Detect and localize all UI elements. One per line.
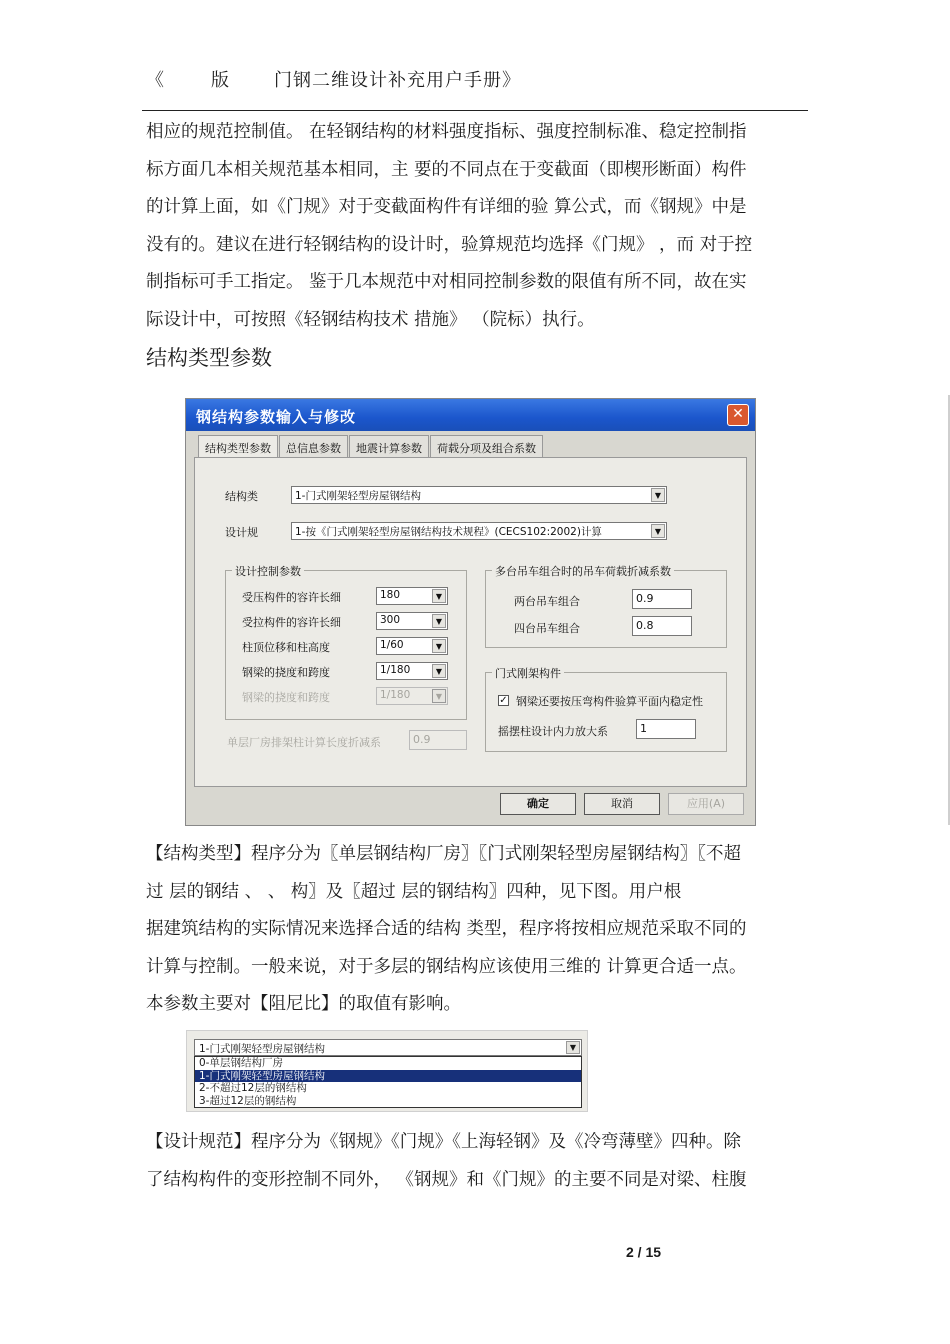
- dropdown-select[interactable]: [194, 1039, 582, 1056]
- dialog-title: 钢结构参数输入与修改: [186, 399, 755, 431]
- chevron-down-icon[interactable]: ▼: [432, 639, 446, 653]
- bent-factor-input: 0.9: [409, 730, 467, 750]
- apply-button[interactable]: 应用(A): [668, 793, 744, 815]
- beam-deflection-disabled-label: 钢梁的挠度和跨度: [242, 691, 330, 704]
- crane-combination-group: [485, 565, 727, 648]
- section-heading: 结构类型参数: [146, 346, 272, 370]
- design-code-select[interactable]: [291, 522, 667, 540]
- chevron-down-icon[interactable]: ▼: [432, 589, 446, 603]
- structure-type-select[interactable]: [291, 486, 667, 504]
- beam-deflection-select[interactable]: [376, 662, 448, 680]
- compression-slenderness-label: 受压构件的容许长细: [242, 591, 341, 604]
- select-value: 300: [380, 614, 401, 626]
- text-line: 据建筑结构的实际情况来选择合适的结构 类型，程序将按相应规范采取不同的: [146, 919, 747, 939]
- compression-slenderness-select[interactable]: [376, 587, 448, 605]
- header-part-2: 版: [211, 70, 230, 91]
- tension-slenderness-label: 受拉构件的容许长细: [242, 616, 341, 629]
- chevron-down-icon[interactable]: ▼: [432, 664, 446, 678]
- text-line: 【结构类型】程序分为〖单层钢结构厂房〗〖门式刚架轻型房屋钢结构〗〖不超: [146, 844, 741, 864]
- group-title: 门式刚架构件: [492, 665, 564, 681]
- beam-stability-label: 钢梁还要按压弯构件验算平面内稳定性: [516, 695, 703, 708]
- column-drift-select[interactable]: [376, 637, 448, 655]
- dropdown-option[interactable]: 0-单层钢结构厂房: [199, 1057, 283, 1069]
- tab-load-factors[interactable]: 荷载分项及组合系数: [430, 435, 543, 457]
- design-code-label: 设计规: [225, 526, 258, 539]
- tab-structure-type[interactable]: 结构类型参数: [198, 435, 278, 459]
- header-part-1: 《: [146, 70, 165, 91]
- structure-type-value: 1-门式刚架轻型房屋钢结构: [295, 490, 421, 502]
- text-line: 了结构构件的变形控制不同外， 《钢规》和《门规》的主要不同是对梁、柱腹: [146, 1169, 747, 1190]
- cancel-button[interactable]: 取消: [584, 793, 660, 815]
- chevron-down-icon[interactable]: ▼: [651, 488, 665, 502]
- crane-four-label: 四台吊车组合: [514, 622, 580, 635]
- header-part-3: 门钢二维设计补充用户手册》: [274, 70, 521, 91]
- beam-deflection-label: 钢梁的挠度和跨度: [242, 666, 330, 679]
- structure-type-label: 结构类: [225, 490, 258, 503]
- paragraph-1: [146, 114, 810, 339]
- dropdown-option[interactable]: 3-超过12层的钢结构: [199, 1094, 297, 1107]
- design-control-group: [225, 565, 467, 720]
- dropdown-option[interactable]: 2-不超过12层的钢结构: [199, 1082, 307, 1094]
- tab-panel: [194, 457, 747, 787]
- chevron-down-icon: ▼: [432, 689, 446, 703]
- swing-column-label: 摇摆柱设计内力放大系: [498, 725, 608, 738]
- text-line: 过 层的钢结 、 、 构〗及〖超过 层的钢结构〗四种，见下图。用户根: [146, 881, 682, 902]
- select-value: 180: [380, 589, 401, 601]
- bent-factor-label: 单层厂房排架柱计算长度折减系: [227, 736, 381, 749]
- beam-deflection-disabled-select: [376, 687, 448, 705]
- header-rule: [142, 110, 808, 111]
- text-line: 的计算上面，如《门规》对于变截面构件有详细的验 算公式，而《钢规》中是: [146, 197, 747, 217]
- page-number: 2 / 15: [626, 1244, 662, 1260]
- running-header: [146, 66, 521, 92]
- group-title: 多台吊车组合时的吊车荷载折减系数: [492, 563, 674, 579]
- dropdown-list: [194, 1056, 582, 1108]
- beam-stability-checkbox[interactable]: ✓: [499, 695, 508, 706]
- parameter-dialog: [185, 398, 756, 826]
- chevron-down-icon[interactable]: ▼: [651, 524, 665, 538]
- crane-two-input[interactable]: 0.9: [632, 589, 692, 609]
- text-line: 制指标可手工指定。 鉴于几本规范中对相同控制参数的限值有所不同，故在实: [146, 272, 747, 292]
- design-code-value: 1-按《门式刚架轻型房屋钢结构技术规程》(CECS102:2002)计算: [295, 526, 602, 538]
- chevron-down-icon[interactable]: ▼: [432, 614, 446, 628]
- select-value: 1/180: [380, 689, 411, 701]
- crane-four-input[interactable]: 0.8: [632, 616, 692, 636]
- tab-bar: [198, 435, 544, 457]
- portal-frame-group: [485, 667, 727, 752]
- dropdown-selected-value: 1-门式刚架轻型房屋钢结构: [199, 1043, 325, 1055]
- select-value: 1/180: [380, 664, 411, 676]
- text-line: 【设计规范】程序分为《钢规》《门规》《上海轻钢》及《冷弯薄壁》四种。除: [146, 1132, 741, 1152]
- text-line: 本参数主要对【阻尼比】的取值有影响。: [146, 994, 461, 1014]
- text-line: 相应的规范控制值。 在轻钢结构的材料强度指标、强度控制标准、稳定控制指: [146, 122, 747, 142]
- select-value: 1/60: [380, 639, 404, 651]
- close-icon[interactable]: ✕: [727, 404, 749, 426]
- text-line: 计算与控制。一般来说，对于多层的钢结构应该使用三维的 计算更合适一点。: [146, 956, 747, 977]
- text-line: 际设计中，可按照《轻钢结构技术 措施》 （院标）执行。: [146, 309, 595, 330]
- tab-general-info[interactable]: 总信息参数: [279, 435, 348, 457]
- swing-column-input[interactable]: 1: [636, 719, 696, 739]
- structure-type-dropdown: [186, 1030, 588, 1112]
- tension-slenderness-select[interactable]: [376, 612, 448, 630]
- text-line: 标方面几本相关规范基本相同，主 要的不同点在于变截面（即楔形断面）构件: [146, 159, 747, 180]
- ok-button[interactable]: 确定: [500, 793, 576, 815]
- crane-two-label: 两台吊车组合: [514, 595, 580, 608]
- column-drift-label: 柱顶位移和柱高度: [242, 641, 330, 654]
- paragraph-2: [146, 836, 810, 1024]
- text-line: 没有的。建议在进行轻钢结构的设计时，验算规范均选择《门规》 ，而 对于控: [146, 234, 753, 255]
- tab-seismic[interactable]: 地震计算参数: [349, 435, 429, 457]
- dropdown-option-highlighted[interactable]: 1-门式刚架轻型房屋钢结构: [195, 1070, 581, 1083]
- chevron-down-icon[interactable]: ▼: [566, 1041, 580, 1054]
- group-title: 设计控制参数: [232, 563, 304, 579]
- paragraph-3: [146, 1124, 810, 1199]
